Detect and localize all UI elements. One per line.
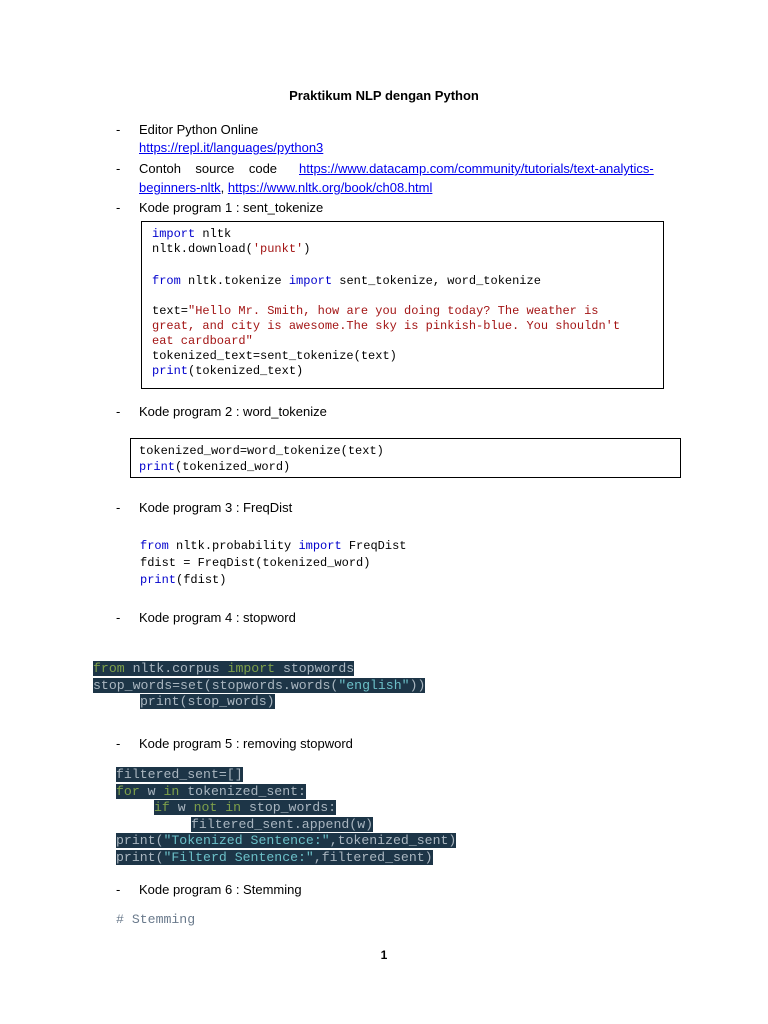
- page-title: Praktikum NLP dengan Python: [289, 88, 479, 103]
- kode-6-label: Kode program 6 : Stemming: [139, 882, 302, 897]
- editor-link[interactable]: https://repl.it/languages/python3: [139, 140, 324, 155]
- bullet-marker: -: [116, 122, 121, 137]
- code-line: print(fdist): [140, 573, 227, 587]
- kode-4-label: Kode program 4 : stopword: [139, 610, 296, 625]
- code-line: from nltk.corpus import stopwords: [93, 661, 355, 676]
- code-line: from nltk.probability import FreqDist: [140, 539, 407, 553]
- code-line: great, and city is awesome.The sky is pinkish-blue. You shouldn't: [152, 319, 621, 333]
- code-line: tokenized_text=sent_tokenize(text): [152, 349, 397, 363]
- kode-1-label: Kode program 1 : sent_tokenize: [139, 200, 324, 215]
- nltk-book-link[interactable]: https://www.nltk.org/book/ch08.html: [227, 180, 433, 195]
- code-line: filtered_sent.append(w): [191, 816, 374, 832]
- kode-3-label: Kode program 3 : FreqDist: [139, 500, 293, 515]
- code-line: if w not in stop_words:: [154, 800, 337, 815]
- code-line: stop_words=set(stopwords.words("english")): [93, 677, 426, 693]
- datacamp-link-continued[interactable]: beginners-nltk: [139, 180, 221, 195]
- code-block-1: [141, 221, 664, 389]
- bullet-marker: -: [116, 500, 121, 515]
- bullet-marker: -: [116, 882, 121, 897]
- bullet-marker: -: [116, 200, 121, 215]
- editor-label: Editor Python Online: [139, 122, 259, 137]
- code-block-2: [130, 438, 681, 478]
- code-line: nltk.download('punkt'): [152, 242, 311, 256]
- code-line: tokenized_word=word_tokenize(text): [139, 444, 384, 458]
- code-line: import nltk: [152, 227, 232, 241]
- code-line: from nltk.tokenize import sent_tokenize, word_tokenize: [152, 274, 541, 288]
- code-line: print(tokenized_text): [152, 364, 304, 378]
- code-block-3: [140, 538, 406, 589]
- kode-2-label: Kode program 2 : word_tokenize: [139, 404, 327, 419]
- code-comment: # Stemming: [116, 912, 196, 927]
- code-line: text="Hello Mr. Smith, how are you doing today? The weather is: [152, 304, 599, 318]
- code-block-5: [116, 767, 456, 866]
- contoh-label: Contoh source code: [139, 161, 278, 176]
- code-line: print("Filterd Sentence:",filtered_sent): [116, 849, 433, 865]
- page-number: 1: [380, 948, 388, 962]
- kode-5-label: Kode program 5 : removing stopword: [139, 736, 353, 751]
- code-line: fdist = FreqDist(tokenized_word): [140, 556, 371, 570]
- datacamp-link[interactable]: https://www.datacamp.com/community/tutorials/text-analytics-: [299, 161, 654, 176]
- code-line: print(tokenized_word): [139, 460, 291, 474]
- bullet-marker: -: [116, 736, 121, 751]
- contoh-links-line2: [139, 179, 432, 196]
- code-line: eat cardboard": [152, 334, 253, 348]
- bullet-marker: -: [116, 161, 121, 176]
- bullet-marker: -: [116, 404, 121, 419]
- code-line: filtered_sent=[]: [116, 767, 243, 782]
- code-block-4: [93, 661, 425, 711]
- code-line: print("Tokenized Sentence:",tokenized_sent): [116, 833, 457, 848]
- code-line: print(stop_words): [140, 694, 275, 709]
- bullet-marker: -: [116, 610, 121, 625]
- code-line: for w in tokenized_sent:: [116, 783, 306, 799]
- link-separator: ,: [220, 180, 225, 195]
